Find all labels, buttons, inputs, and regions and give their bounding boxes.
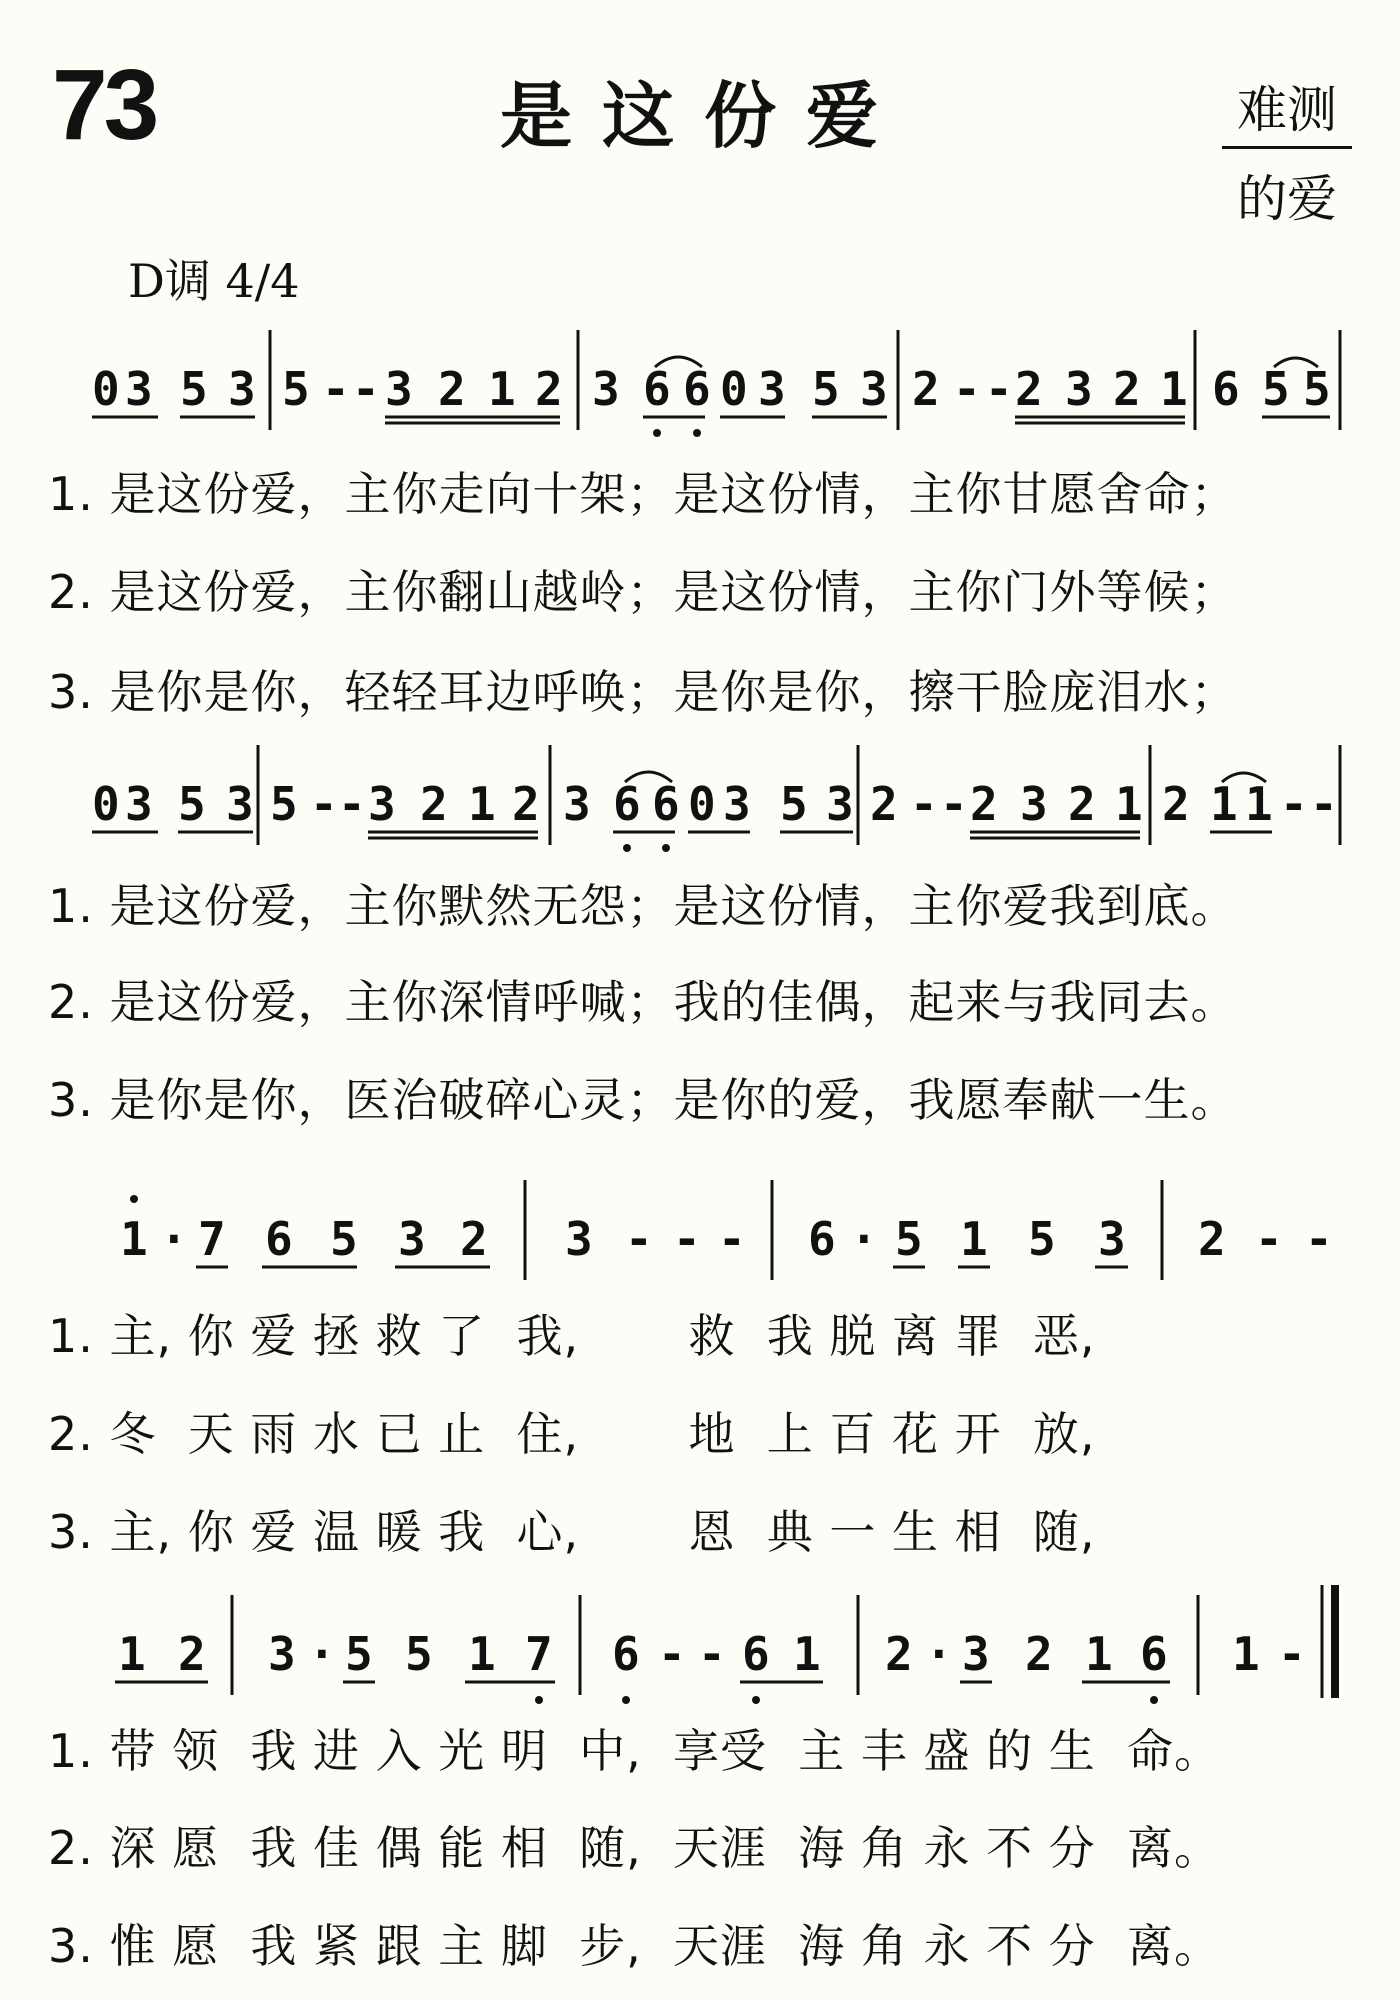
note-text: 0	[92, 777, 120, 831]
note-text: 3	[368, 777, 396, 831]
note-text: -	[985, 362, 1013, 416]
note-text: 1	[793, 1627, 821, 1681]
note-text: -	[322, 362, 350, 416]
note-text: 3	[125, 777, 153, 831]
note-text: 6	[643, 362, 671, 416]
note-text: 6	[683, 362, 711, 416]
note-text: 6	[1212, 362, 1240, 416]
note-text: 2	[970, 777, 998, 831]
note-text: 2	[1025, 1627, 1053, 1681]
note-text: -	[1278, 1627, 1306, 1681]
note-text: 6	[808, 1212, 836, 1266]
note-text: 3	[592, 362, 620, 416]
octave-dot	[653, 429, 661, 437]
note-text: 2	[438, 362, 466, 416]
note-text: 6	[265, 1212, 293, 1266]
note-text: 2	[460, 1212, 488, 1266]
note-text: 5	[330, 1212, 358, 1266]
note-text: ·	[850, 1212, 878, 1266]
note-text: 0	[92, 362, 120, 416]
note-text: -	[1310, 777, 1338, 831]
final-barline-thick	[1331, 1585, 1339, 1698]
note-text: 0	[720, 362, 748, 416]
note-text: 5	[180, 362, 208, 416]
note-text: 2	[1015, 362, 1043, 416]
note-text: -	[625, 1212, 653, 1266]
note-text: 2	[178, 1627, 206, 1681]
note-text: 1	[468, 1627, 496, 1681]
note-text: 5	[812, 362, 840, 416]
note-text: 3	[1020, 777, 1048, 831]
notation-system-4-svg	[0, 1620, 1400, 1720]
notation-system-3	[0, 1205, 1400, 1285]
note-text: 5	[345, 1627, 373, 1681]
note-text: ·	[160, 1212, 188, 1266]
note-text: -	[338, 777, 366, 831]
note-text: 3	[565, 1212, 593, 1266]
note-text: -	[940, 777, 968, 831]
lyric-line: 3. 是你是你，医治破碎心灵；是你的爱，我愿奉献一生。	[48, 1073, 1238, 1127]
octave-dot	[1150, 1696, 1158, 1704]
octave-dot	[693, 429, 701, 437]
category-label	[1222, 70, 1352, 231]
note-text: 3	[826, 777, 854, 831]
note-text: 3	[1098, 1212, 1126, 1266]
note-text: -	[1255, 1212, 1283, 1266]
note-text: 2	[512, 777, 540, 831]
category-top: 难测	[1237, 81, 1337, 139]
note-text: 5	[282, 362, 310, 416]
note-text: 3	[268, 1627, 296, 1681]
note-text: 5	[1028, 1212, 1056, 1266]
lyric-line: 3. 主, 你 爱 温 暖 我 心, 恩 典 一 生 相 随,	[48, 1505, 1096, 1559]
note-text: 3	[398, 1212, 426, 1266]
note-text: 6	[742, 1627, 770, 1681]
note-text: 1	[960, 1212, 988, 1266]
note-text: 3	[226, 777, 254, 831]
notation-system-3-svg	[0, 1205, 1400, 1305]
note-text: ·	[308, 1627, 336, 1681]
lyric-line: 1. 主, 你 爱 拯 救 了 我, 救 我 脱 离 罪 恶,	[48, 1309, 1096, 1363]
note-text: 3	[385, 362, 413, 416]
octave-dot	[662, 844, 670, 852]
note-text: 1	[1232, 1627, 1260, 1681]
note-text: 5	[1262, 362, 1290, 416]
note-text: 2	[1162, 777, 1190, 831]
note-text: 3	[125, 362, 153, 416]
note-text: 3	[860, 362, 888, 416]
note-text: 5	[1303, 362, 1331, 416]
note-text: -	[1280, 777, 1308, 831]
note-text: -	[718, 1212, 746, 1266]
note-text: 6	[652, 777, 680, 831]
note-text: 7	[198, 1212, 226, 1266]
note-text: -	[1305, 1212, 1333, 1266]
note-text: 6	[613, 777, 641, 831]
note-text: -	[673, 1212, 701, 1266]
note-text: 5	[178, 777, 206, 831]
note-text: -	[310, 777, 338, 831]
lyric-line: 2. 冬 天 雨 水 已 止 住, 地 上 百 花 开 放,	[48, 1407, 1096, 1461]
key-signature: D调 4/4	[128, 254, 300, 308]
notation-system-1	[0, 355, 1400, 435]
octave-dot	[535, 1696, 543, 1704]
note-text: 3	[563, 777, 591, 831]
note-text: 1	[1115, 777, 1143, 831]
note-text: -	[910, 777, 938, 831]
note-text: 3	[758, 362, 786, 416]
octave-dot	[623, 844, 631, 852]
hymn-title: 是这份爱	[500, 74, 909, 158]
notation-system-1-svg	[0, 355, 1400, 455]
lyric-line: 1. 带 领 我 进 入 光 明 中, 享受 主 丰 盛 的 生 命。	[48, 1724, 1221, 1778]
lyric-line: 1. 是这份爱，主你走向十架；是这份情，主你甘愿舍命；	[48, 467, 1238, 521]
note-text: 3	[228, 362, 256, 416]
note-text: 1	[1085, 1627, 1113, 1681]
octave-dot	[752, 1696, 760, 1704]
lyric-line: 3. 是你是你，轻轻耳边呼唤；是你是你，擦干脸庞泪水；	[48, 665, 1238, 719]
note-text: 1	[120, 1212, 148, 1266]
note-text: 2	[1068, 777, 1096, 831]
lyric-line: 2. 深 愿 我 佳 偶 能 相 随, 天涯 海 角 永 不 分 离。	[48, 1821, 1221, 1875]
note-text: 6	[612, 1627, 640, 1681]
note-text: 6	[1140, 1627, 1168, 1681]
note-text: 1	[488, 362, 516, 416]
note-text: 3	[723, 777, 751, 831]
note-text: 1	[1160, 362, 1188, 416]
category-divider	[1222, 146, 1352, 149]
note-text: ·	[925, 1627, 953, 1681]
note-text: 5	[780, 777, 808, 831]
note-text: 2	[535, 362, 563, 416]
note-text: -	[698, 1627, 726, 1681]
note-text: 2	[870, 777, 898, 831]
note-text: 2	[912, 362, 940, 416]
note-text: 3	[962, 1627, 990, 1681]
notation-system-2	[0, 770, 1400, 850]
note-text: 2	[420, 777, 448, 831]
note-text: 1	[468, 777, 496, 831]
note-text: 5	[405, 1627, 433, 1681]
octave-dot	[130, 1195, 138, 1203]
lyric-line: 2. 是这份爱，主你深情呼喊；我的佳偶，起来与我同去。	[48, 975, 1238, 1029]
notation-system-4	[0, 1620, 1400, 1700]
note-text: -	[352, 362, 380, 416]
note-text: 5	[895, 1212, 923, 1266]
octave-dot	[622, 1696, 630, 1704]
lyric-line: 3. 惟 愿 我 紧 跟 主 脚 步, 天涯 海 角 永 不 分 离。	[48, 1919, 1221, 1973]
notation-system-2-svg	[0, 770, 1400, 870]
note-text: 2	[1113, 362, 1141, 416]
note-text: -	[658, 1627, 686, 1681]
note-text: 1	[118, 1627, 146, 1681]
lyric-line: 2. 是这份爱，主你翻山越岭；是这份情，主你门外等候；	[48, 565, 1238, 619]
note-text: 0	[688, 777, 716, 831]
note-text: 3	[1065, 362, 1093, 416]
note-text: 1	[1210, 777, 1238, 831]
note-text: 5	[270, 777, 298, 831]
note-text: 1	[1245, 777, 1273, 831]
hymn-number: 73	[52, 49, 156, 161]
note-text: 2	[1198, 1212, 1226, 1266]
lyric-line: 1. 是这份爱，主你默然无怨；是这份情，主你爱我到底。	[48, 879, 1238, 933]
note-text: -	[953, 362, 981, 416]
category-bottom: 的爱	[1237, 170, 1337, 228]
note-text: 2	[885, 1627, 913, 1681]
note-text: 7	[525, 1627, 553, 1681]
